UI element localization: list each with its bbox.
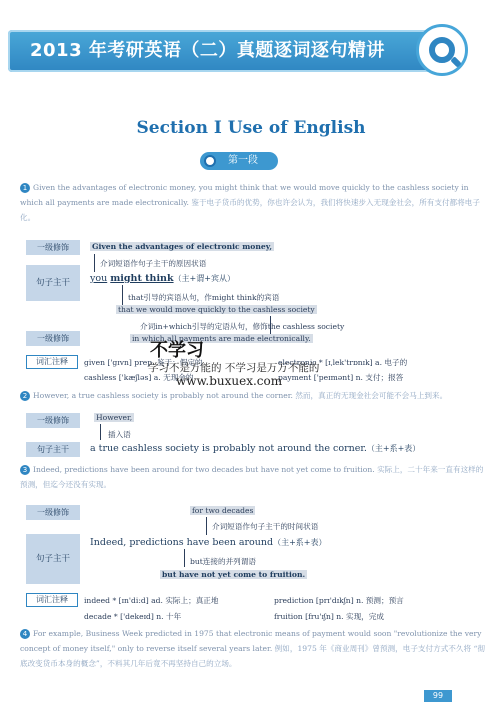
note-which-clause: 介词in+which引导的定语从句，修饰the cashless society	[140, 322, 345, 331]
magnifier-icon	[416, 24, 468, 76]
vocab-fruition: fruition [fru'ɪʃn] n. 实现，完成	[274, 612, 384, 621]
page-title: 2013 年考研英语（二）真题逐词逐句精讲	[30, 40, 385, 61]
that-clause: that we would move quickly to the cashless society	[118, 305, 315, 314]
for-two-decades: for two decades	[192, 506, 254, 515]
vocab-given: given ['gɪvn] prep. 鉴于；假定的	[84, 358, 203, 367]
section-title: Section Ⅰ Use of English	[136, 118, 366, 138]
page-number: 99	[424, 690, 452, 702]
note-for-phrase: 介词短语作句子主干的时间状语	[212, 522, 319, 531]
main-note-3: （主+系+表）	[273, 538, 327, 547]
note-but-clause: but连接的并列谓语	[190, 557, 256, 566]
vocab-cashless: cashless ['kæʃləs] a. 无现金的	[84, 373, 194, 382]
watermark-slogan: 学习不是万能的 不学习是万万不能的	[148, 362, 320, 374]
paragraph-3	[20, 462, 488, 492]
paragraph-4	[20, 626, 488, 671]
main-note-1: （主+谓+宾从）	[173, 274, 235, 283]
however-word: However,	[96, 413, 133, 422]
verb-might-think: might think	[110, 273, 174, 284]
paragraph-translation: 鉴于电子货币的优势，你也许会认为，我们将快速步入无现金社会，所有支付都将电子化。	[20, 198, 480, 222]
vocab-indeed: indeed * [ɪn'di:d] ad. 实际上；真正地	[84, 596, 219, 605]
paragraph-text: However, a true cashless society is probably not around the corner.	[33, 391, 293, 400]
paragraph-text: For example, Business Week predicted in 1975 that electronic means of payment would soon "revolutionize the very concept of money itself," only to reverse itself several years later.	[20, 629, 482, 653]
label-modifier-1: 一级修饰	[26, 240, 80, 255]
vocab-decade: decade * ['dekeɪd] n. 十年	[84, 612, 182, 621]
but-clause: but have not yet come to fruition.	[162, 570, 306, 579]
paragraph-translation: 例如，1975 年《商业周刊》曾预测，电子支付方式不久将 “彻底改变货币本身的概念”，不料其几年后竟不再坚持自己的立场。	[20, 644, 485, 668]
label-main-clause: 句子主干	[26, 265, 80, 301]
paragraph-text: Given the advantages of electronic money, you might think that we would move quickly to the cashless society in which all payments are made electronically.	[20, 183, 469, 207]
main-note-2: （主+系+表）	[366, 444, 421, 453]
vocab-label-3: 词汇注释	[26, 593, 78, 607]
paragraph-2	[20, 388, 488, 403]
note-that-clause: that引导的宾语从句，作might think的宾语	[128, 293, 280, 302]
vocab-electronic: electronic * [ɪˌlek'trɒnɪk] a. 电子的	[278, 358, 408, 367]
paragraph-1	[20, 180, 488, 225]
given-phrase: Given the advantages of electronic money,	[92, 242, 273, 251]
note-parenthesis: 插入语	[108, 430, 131, 439]
paragraph-number: 2	[20, 391, 30, 401]
label-main-clause: 句子主干	[26, 534, 80, 584]
segment-dot-icon	[204, 155, 216, 167]
label-modifier-2: 一级修饰	[26, 331, 80, 346]
segment-badge: 第一段	[200, 152, 278, 170]
label-modifier: 一级修饰	[26, 505, 80, 520]
sentence-2-main: a true cashless society is probably not around the corner.	[90, 443, 367, 454]
paragraph-number: 3	[20, 465, 30, 475]
watermark-url: www.buxuex.com	[176, 374, 283, 388]
paragraph-translation: 实际上，二十年来一直有这样的预测，但迄今还没有实现。	[20, 465, 484, 489]
subject-you: you	[90, 273, 108, 284]
vocab-prediction: prediction [prɪ'dɪkʃn] n. 预测；预言	[274, 596, 404, 605]
paragraph-translation: 然而，真正的无现金社会可能不会马上到来。	[295, 391, 448, 400]
vocab-label-1: 词汇注释	[26, 355, 78, 369]
label-main-clause: 句子主干	[26, 442, 80, 457]
vocab-payment: payment ['peɪmənt] n. 支付；报答	[278, 373, 404, 382]
paragraph-number: 1	[20, 183, 30, 193]
in-which-clause: in which all payments are made electronically.	[132, 334, 311, 343]
note-given: 介词短语作句子主干的原因状语	[100, 259, 207, 268]
paragraph-text: Indeed, predictions have been around for two decades but have not yet come to fruition.	[33, 465, 375, 474]
sentence-3-main: Indeed, predictions have been around	[90, 537, 274, 548]
label-modifier: 一级修饰	[26, 413, 80, 428]
paragraph-number: 4	[20, 629, 30, 639]
watermark-title: 不学习	[150, 340, 204, 361]
